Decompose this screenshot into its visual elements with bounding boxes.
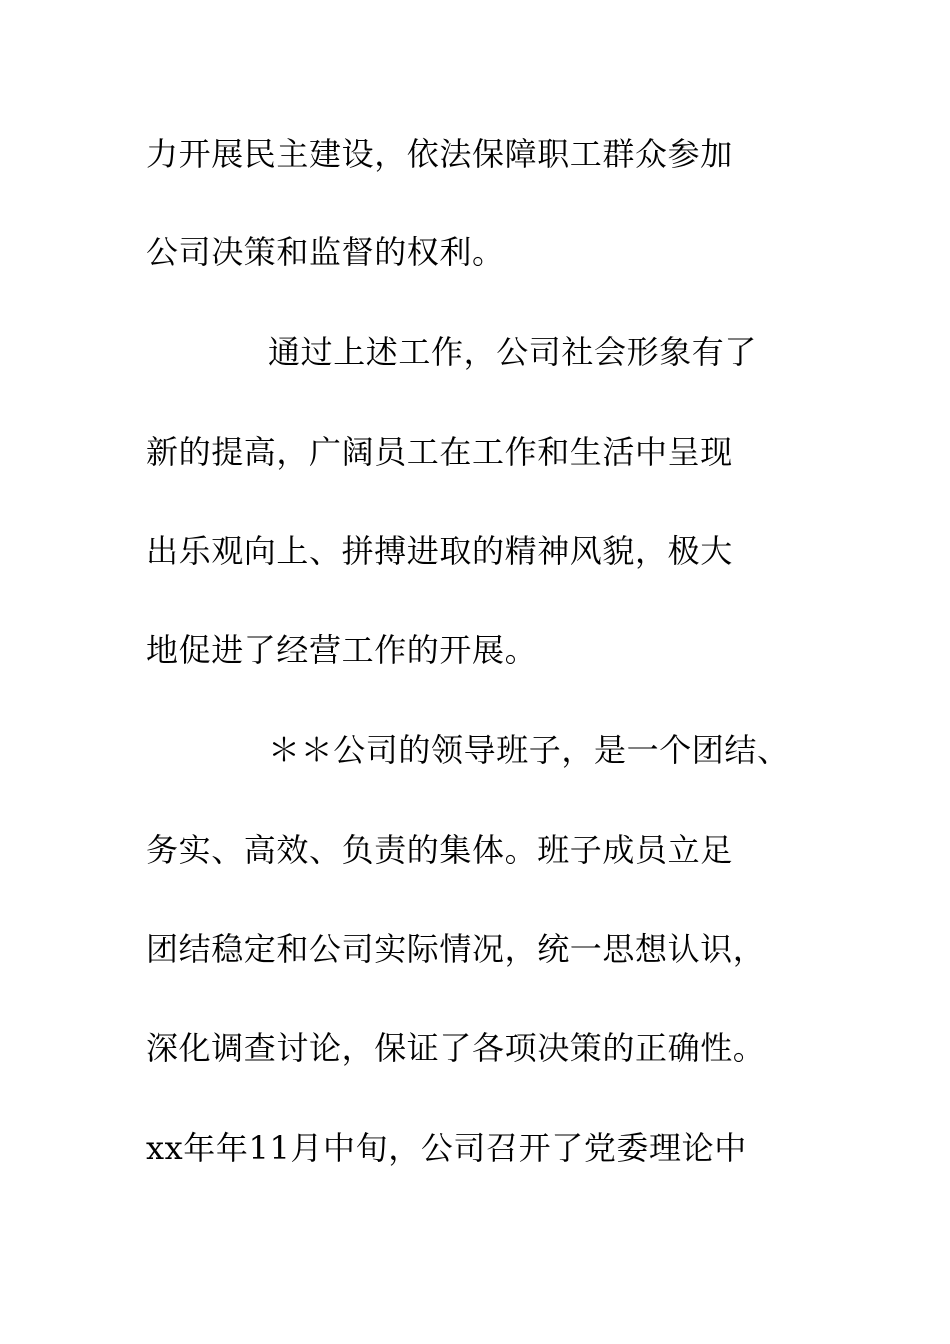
- text-line-1: 力开展民主建设，依法保障职工群众参加: [146, 135, 733, 173]
- text-line-2: 公司决策和监督的权利。: [146, 233, 505, 271]
- paragraph-start-line-7: ＊＊公司的领导班子，是一个团结、: [268, 731, 790, 769]
- text-line-11: xx年年11月中旬，公司召开了党委理论中: [146, 1129, 747, 1167]
- text-line-4: 新的提高，广阔员工在工作和生活中呈现: [146, 433, 733, 471]
- text-line-5: 出乐观向上、拼搏进取的精神风貌，极大: [146, 532, 733, 570]
- text-line-6: 地促进了经营工作的开展。: [146, 631, 538, 669]
- paragraph-start-line-3: 通过上述工作，公司社会形象有了: [268, 333, 758, 371]
- text-line-10: 深化调查讨论，保证了各项决策的正确性。: [146, 1029, 766, 1067]
- text-line-9: 团结稳定和公司实际情况，统一思想认识，: [146, 930, 766, 968]
- text-line-8: 务实、高效、负责的集体。班子成员立足: [146, 831, 733, 869]
